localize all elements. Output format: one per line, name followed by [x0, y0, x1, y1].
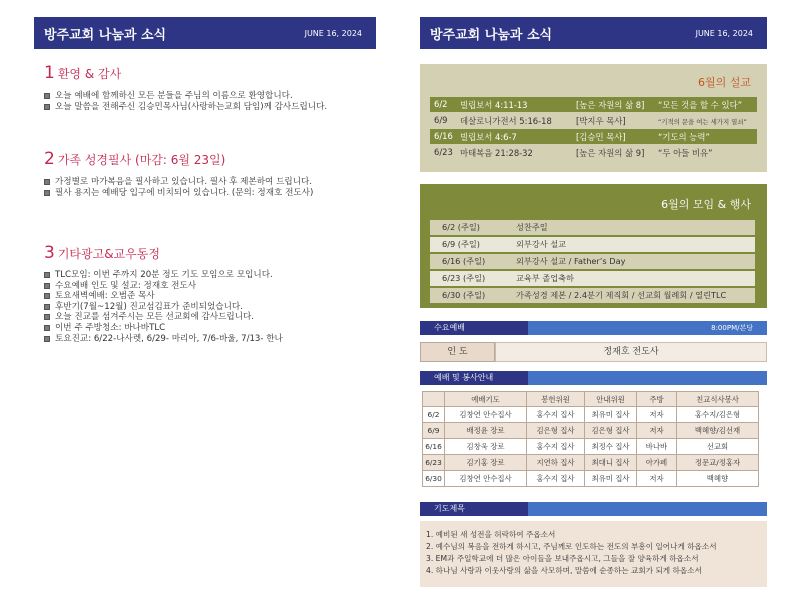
table-header-cell: 봉헌위원: [527, 392, 585, 407]
table-row: [423, 407, 759, 423]
table-cell: 김창연 안수집사: [445, 407, 527, 423]
sermon-passage: 마태복음 21:28-32: [460, 148, 533, 158]
wednesday-role: 인 도: [420, 342, 495, 362]
event-text: 성찬주일: [516, 222, 548, 232]
right-header-date: JUNE 16, 2024: [695, 28, 753, 38]
table-header-cell: 예배기도: [445, 392, 527, 407]
table-row: [423, 471, 759, 487]
table-cell: 백혜향: [677, 471, 759, 487]
table-cell: 홍수지 집사: [527, 439, 585, 455]
event-date: 6/2 (주일): [442, 222, 480, 232]
service-label: 예배 및 봉사안내: [420, 371, 528, 385]
event-row: [430, 254, 755, 269]
table-row: [423, 455, 759, 471]
announcements-list: [44, 270, 283, 344]
table-cell: 지연하 집사: [527, 455, 585, 471]
sermon-date: 6/23: [434, 147, 453, 157]
section-announcements-title: [44, 243, 160, 263]
section-number: 3: [44, 243, 55, 263]
sermon-series: [김승민 목사]: [576, 132, 626, 142]
table-cell: 홍수지 집사: [527, 407, 585, 423]
table-cell: 6/16: [423, 439, 445, 455]
list-item: 오늘 진교를 섬겨주시는 모든 선교회에 감사드립니다.: [44, 312, 283, 323]
sermon-date: 6/9: [434, 115, 448, 125]
sermon-passage: 데살로니가전서 5:16-18: [460, 116, 552, 126]
left-header-title: 방주교회 나눔과 소식: [44, 27, 167, 43]
table-row: [423, 423, 759, 439]
table-cell: 6/9: [423, 423, 445, 439]
sermon-row: [430, 97, 757, 112]
event-date: 6/16 (주일): [442, 256, 486, 266]
table-cell: 최대니 집사: [585, 455, 637, 471]
section-title-text: 기타광고&교우동정: [57, 247, 160, 261]
event-date: 6/23 (주일): [442, 273, 486, 283]
wednesday-leader: 정재호 전도사: [495, 342, 767, 362]
sermon-passage: 빌립보서 4:6-7: [460, 132, 517, 142]
section-title-text: 환영 & 감사: [57, 67, 122, 81]
section-number: 1: [44, 63, 55, 83]
table-cell: 저자: [637, 407, 677, 423]
list-item: TLC모임: 이번 주까지 20분 정도 기도 모임으로 모입니다.: [44, 270, 283, 281]
table-cell: 최유미 집사: [585, 407, 637, 423]
section-title-text: 가족 성경필사 (마감: 6월 23일): [57, 153, 226, 167]
event-row: [430, 271, 755, 286]
table-cell: 홍수지 집사: [527, 471, 585, 487]
table-cell: 김창욱 장로: [445, 439, 527, 455]
table-cell: 6/2: [423, 407, 445, 423]
table-header-cell: 주방: [637, 392, 677, 407]
section-welcome-title: [44, 63, 121, 83]
sermon-passage: 빌립보서 4:11-13: [460, 100, 528, 110]
wednesday-label: 수요예배: [420, 321, 528, 335]
list-item: 이번 주 주방청소: 바나바TLC: [44, 323, 283, 334]
wednesday-bar: [420, 321, 767, 335]
event-row: [430, 220, 755, 235]
event-text: 가족성경 제본 / 2.4분기 제직회 / 선교회 월례회 / 열린TLC: [516, 290, 727, 300]
table-cell: 백혜향/김선재: [677, 423, 759, 439]
table-cell: 배정윤 장로: [445, 423, 527, 439]
prayer-list: [426, 529, 717, 577]
section-number: 2: [44, 149, 55, 169]
table-cell: 최정수 집사: [585, 439, 637, 455]
prayer-bar: [420, 502, 767, 516]
table-cell: 아가페: [637, 455, 677, 471]
sermon-series: [높은 자원의 삶 8]: [576, 100, 645, 110]
list-item: 토요새벽예배: 오범준 목사: [44, 291, 283, 302]
sermon-series: [박지우 목사]: [576, 116, 626, 126]
service-bar: [420, 371, 767, 385]
bible-copy-list: [44, 177, 313, 198]
table-cell: 정문교/정홍자: [677, 455, 759, 471]
sermon-title: “모든 것을 할 수 있다”: [658, 100, 743, 110]
event-text: 외부강사 설교: [516, 239, 567, 249]
list-item: 수요예배 인도 및 설교: 정재호 전도사: [44, 281, 283, 292]
table-header-cell: [423, 392, 445, 407]
welcome-list: [44, 91, 327, 112]
sermon-row: [430, 113, 757, 128]
list-item: 토요진교: 6/22-나사렛, 6/29- 마리아, 7/6-바울, 7/13- 한나: [44, 334, 283, 345]
sermon-caption: 6월의 설교: [698, 76, 751, 89]
table-cell: 6/23: [423, 455, 445, 471]
wednesday-row: [420, 342, 767, 362]
sermon-box: [420, 64, 767, 172]
table-header-cell: 친교식사봉사: [677, 392, 759, 407]
sermon-series: [높은 자원의 삶 9]: [576, 148, 645, 158]
list-item: 오늘 말씀을 전해주신 김승민목사님(사랑하는교회 담임)께 감사드립니다.: [44, 102, 327, 113]
sermon-title: “기도의 능력”: [658, 132, 710, 142]
event-row: [430, 237, 755, 252]
sermon-date: 6/16: [434, 131, 453, 141]
table-cell: 6/30: [423, 471, 445, 487]
event-date: 6/9 (주일): [442, 239, 480, 249]
sermon-title: “기적의 문을 여는 세가지 열쇠”: [658, 118, 747, 126]
event-date: 6/30 (주일): [442, 290, 486, 300]
event-row: [430, 288, 755, 303]
sermon-row: [430, 129, 757, 144]
table-row: [423, 439, 759, 455]
wednesday-time: 8:00PM/본당: [711, 324, 753, 332]
section-bible-copy-title: [44, 149, 225, 169]
table-cell: 김은형 집사: [585, 423, 637, 439]
left-header-date: JUNE 16, 2024: [304, 28, 362, 38]
event-text: 외부강사 설교 / Father’s Day: [516, 256, 626, 266]
table-cell: 선교회: [677, 439, 759, 455]
table-cell: 김은형 집사: [527, 423, 585, 439]
table-cell: 최유미 집사: [585, 471, 637, 487]
table-cell: 바나바: [637, 439, 677, 455]
prayer-item: 3. EM과 주일학교에 더 많은 아이들을 보내주옵시고, 그들을 잘 양육하게 하옵소서: [426, 554, 699, 563]
sermon-title: “두 아들 비유”: [658, 148, 713, 158]
list-item: 오늘 예배에 함께하신 모든 분들을 주님의 이름으로 환영합니다.: [44, 91, 327, 102]
table-header-row: [423, 392, 759, 407]
sermon-row: [430, 145, 757, 160]
table-header-cell: 안내위원: [585, 392, 637, 407]
sermon-date: 6/2: [434, 99, 448, 109]
table-cell: 홍수지/김은형: [677, 407, 759, 423]
table-cell: 저자: [637, 423, 677, 439]
table-cell: 김기홍 장로: [445, 455, 527, 471]
list-item: 후반기(7월~12월) 진교섬김표가 준비되었습니다.: [44, 302, 283, 313]
right-header: [420, 17, 767, 49]
service-table: [422, 391, 759, 487]
prayer-item: 4. 하나님 사랑과 이웃사랑의 삶을 사모하며, 말씀에 순종하는 교회가 되게 하옵소서: [426, 566, 702, 575]
list-item: 가정별로 마가복음을 필사하고 있습니다. 필사 후 제본하여 드립니다.: [44, 177, 313, 188]
prayer-box: [420, 521, 767, 587]
events-box: [420, 184, 767, 308]
prayer-item: 2. 예수님의 복음을 전하게 하시고, 주님께로 인도하는 전도의 부흥이 일어나게 하옵소서: [426, 542, 717, 551]
prayer-item: 1. 예비된 새 성전을 허락하여 주옵소서: [426, 530, 556, 539]
event-text: 교육부 졸업축하: [516, 273, 574, 283]
prayer-label: 기도제목: [420, 502, 528, 516]
right-header-title: 방주교회 나눔과 소식: [430, 27, 553, 43]
table-cell: 김창연 안수집사: [445, 471, 527, 487]
events-caption: 6월의 모임 & 행사: [661, 198, 751, 211]
list-item: 필사 용지는 예배당 입구에 비치되어 있습니다. (문의: 정재호 전도사): [44, 188, 313, 199]
table-cell: 저자: [637, 471, 677, 487]
left-header: [34, 17, 376, 49]
